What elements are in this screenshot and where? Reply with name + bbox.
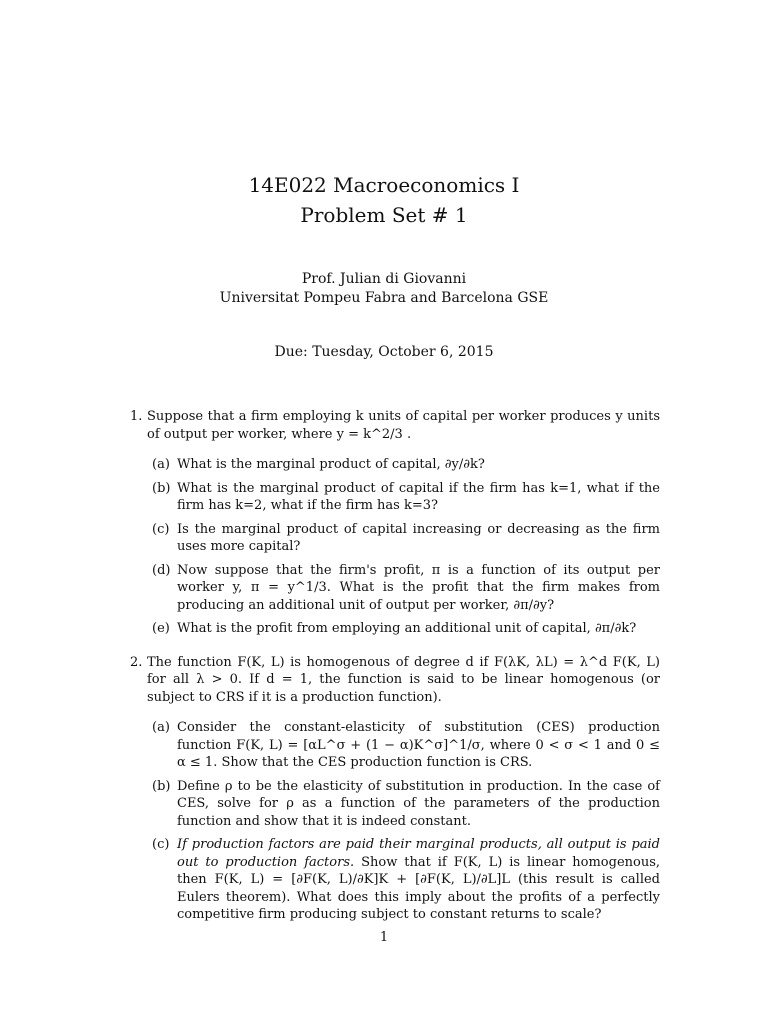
part-text: Is the marginal product of capital increasing or decreasing as the firm uses more capital? [177, 521, 660, 554]
question-number: 2. [130, 654, 143, 670]
question-parts [147, 456, 660, 638]
question-part [147, 836, 660, 924]
part-text: What is the marginal product of capital, ∂y/∂k? [177, 457, 485, 472]
professor-name: Prof. Julian di Giovanni [301, 271, 467, 287]
part-italic-text: If production factors are paid their marginal products, all output is paid out to production factors. [177, 837, 660, 870]
part-label: (b) [152, 480, 171, 496]
author-block [0, 270, 768, 308]
document-header [0, 170, 768, 230]
part-text: What is the marginal product of capital if the firm has k=1, what if the firm has k=2, what if the firm has k=3? [177, 480, 660, 513]
questions-list [130, 408, 660, 940]
question-text: Suppose that a firm employing k units of capital per worker produces y units of output per worker, where y = k^2/3 . [147, 409, 660, 442]
question-2 [130, 654, 660, 924]
part-text: Consider the constant-elasticity of substitution (CES) production function F(K, L) = [αL^σ + (1 − α)K^σ]^1/σ, where 0 < σ < 1 and 0 ≤ α ≤ 1. Show that the CES production function is CRS. [177, 720, 660, 770]
question-part [147, 778, 660, 831]
question-part [147, 456, 660, 474]
part-label: (b) [152, 778, 171, 794]
problem-set-title: Problem Set # 1 [300, 203, 468, 227]
question-parts [147, 719, 660, 924]
part-text: What is the profit from employing an additional unit of capital, ∂π/∂k? [177, 621, 637, 636]
part-label: (a) [152, 457, 170, 472]
part-label: (e) [152, 621, 170, 636]
part-text: Now suppose that the firm's profit, π is a function of its output per worker y, π = y^1/3. What is the profit that the firm makes from producing an additional unit of output per worker, ∂π/∂y? [177, 562, 660, 613]
affiliation: Universitat Pompeu Fabra and Barcelona GSE [219, 290, 549, 306]
question-text: The function F(K, L) is homogenous of degree d if F(λK, λL) = λ^d F(K, L) for all λ > 0. If d = 1, the function is said to be linear homogenous (or subject to CRS if it is a production function). [147, 654, 660, 705]
part-text: Show that if F(K, L) is linear homogenous, then F(K, L) = [∂F(K, L)/∂K]K + [∂F(K, L)/∂L]L (this result is called Eulers theorem). What does this imply about the profits of a perfectly competitive firm producing subject to constant returns to scale? [177, 854, 661, 922]
question-part [147, 620, 660, 638]
part-label: (d) [152, 562, 171, 578]
part-text: Define ρ to be the elasticity of substitution in production. In the case of CES, solve for ρ as a function of the parameters of the production function and show that it is indeed constant. [177, 778, 660, 829]
part-label: (a) [152, 720, 170, 735]
question-1 [130, 408, 660, 638]
question-part [147, 562, 660, 615]
question-part [147, 480, 660, 515]
page-number: 1 [379, 930, 389, 945]
course-title: 14E022 Macroeconomics I [248, 173, 520, 197]
part-label: (c) [152, 837, 170, 852]
question-number: 1. [130, 409, 143, 424]
question-part [147, 719, 660, 772]
part-label: (c) [152, 521, 170, 537]
due-date: Due: Tuesday, October 6, 2015 [274, 344, 494, 360]
question-part [147, 521, 660, 556]
